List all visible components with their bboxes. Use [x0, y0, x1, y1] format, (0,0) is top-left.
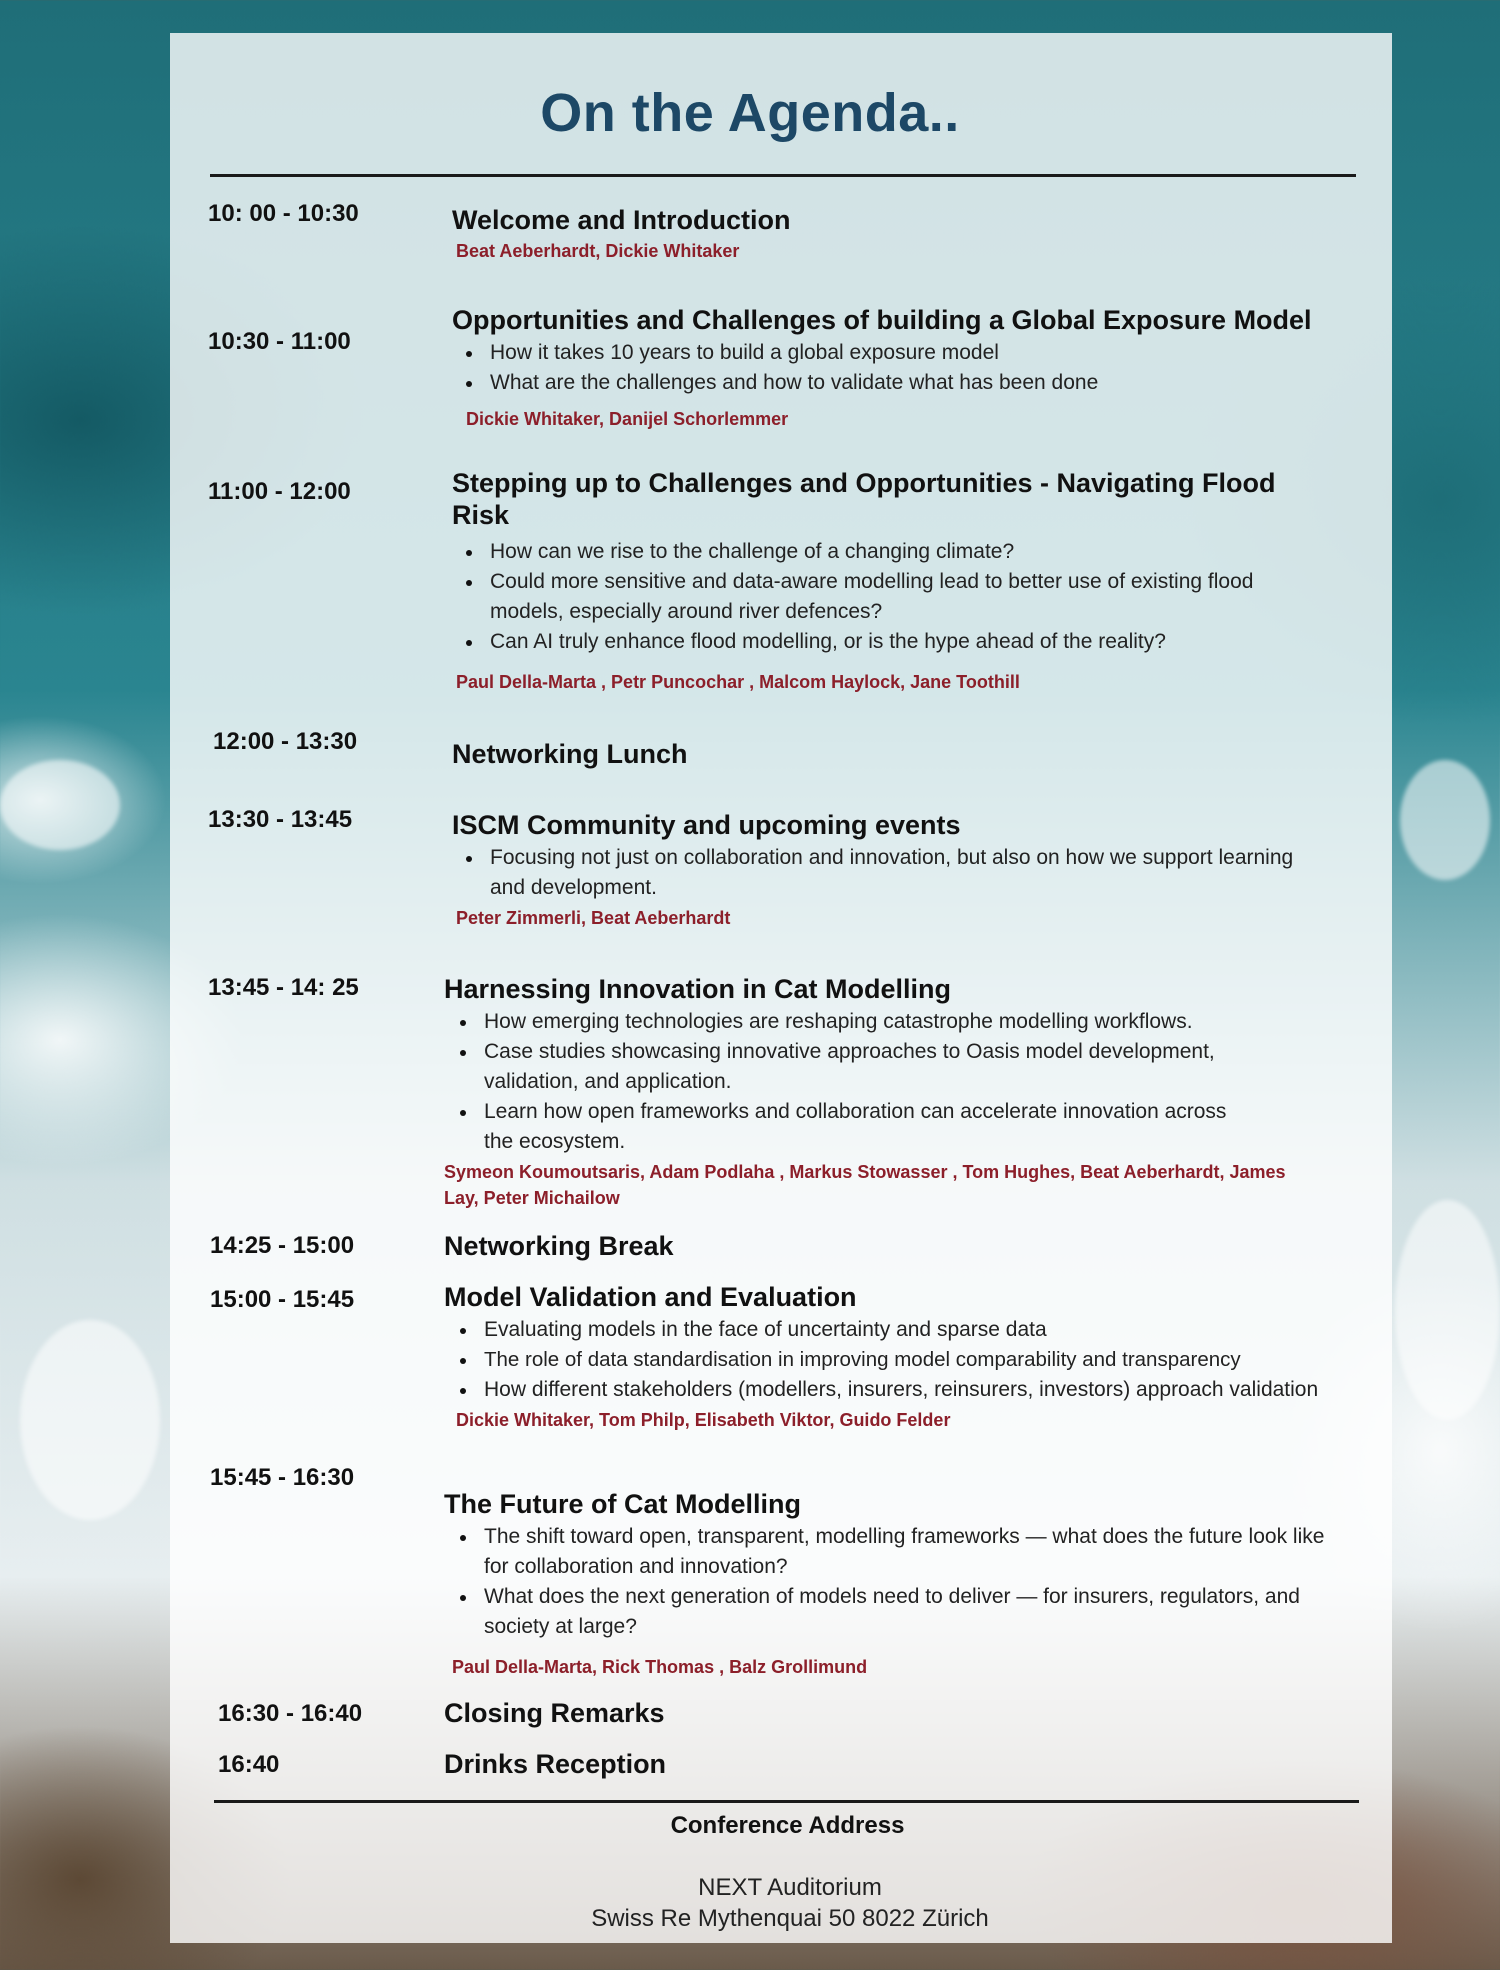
- bullet-list: [444, 1315, 1374, 1405]
- speakers: Dickie Whitaker, Danijel Schorlemmer: [466, 409, 789, 429]
- time-slot: 10: 00 - 10:30: [208, 200, 359, 227]
- speakers: Paul Della-Marta , Petr Puncochar , Malcom Haylock, Jane Toothill: [456, 672, 1020, 692]
- session-title: Closing Remarks: [444, 1698, 665, 1728]
- session-title: Model Validation and Evaluation: [444, 1282, 857, 1312]
- session-title: Welcome and Introduction: [452, 205, 791, 235]
- agenda-item: [444, 973, 1324, 1211]
- time-slot: 10:30 - 11:00: [208, 328, 351, 355]
- agenda-item: [444, 1281, 1374, 1433]
- session-title: Harnessing Innovation in Cat Modelling: [444, 974, 952, 1004]
- agenda-item: [444, 1230, 1344, 1262]
- address-heading: Conference Address: [670, 1812, 905, 1839]
- time-slot: 13:45 - 14: 25: [208, 974, 359, 1001]
- background-foam: [0, 760, 120, 850]
- agenda-item: [444, 1697, 1344, 1729]
- bullet-item: How can we rise to the challenge of a changing climate?: [490, 537, 1332, 567]
- time-slot: 13:30 - 13:45: [208, 806, 353, 833]
- bullet-list: [444, 1522, 1364, 1642]
- time-slot: 16:40: [218, 1751, 280, 1778]
- address-divider: [214, 1800, 1359, 1803]
- agenda-item: [444, 1748, 1344, 1780]
- bullet-item: The shift toward open, transparent, modelling frameworks — what does the future look like for collaboration and innovation?: [484, 1522, 1364, 1582]
- bullet-item: Focusing not just on collaboration and innovation, but also on how we support learning and development.: [490, 843, 1342, 903]
- bullet-item: What are the challenges and how to validate what has been done: [490, 368, 1362, 398]
- bullet-item: What does the next generation of models need to deliver — for insurers, regulators, and society at large?: [484, 1582, 1364, 1642]
- agenda-item: [444, 1488, 1364, 1680]
- speakers: Peter Zimmerli, Beat Aeberhardt: [456, 908, 731, 928]
- speakers: Symeon Koumoutsaris, Adam Podlaha , Markus Stowasser , Tom Hughes, Beat Aeberhardt, James Lay, Peter Michailow: [444, 1162, 1286, 1208]
- session-title: Opportunities and Challenges of building a Global Exposure Model: [452, 305, 1312, 335]
- session-title: Networking Break: [444, 1231, 674, 1261]
- background-foam: [1400, 760, 1490, 880]
- time-slot: 16:30 - 16:40: [218, 1700, 363, 1727]
- bullet-list: [452, 843, 1342, 903]
- agenda-item: [452, 467, 1332, 695]
- bullet-list: [444, 1007, 1324, 1157]
- session-title: Stepping up to Challenges and Opportunities - Navigating Flood Risk: [452, 468, 1276, 530]
- time-slot: 11:00 - 12:00: [208, 478, 351, 505]
- bullet-list: [452, 537, 1332, 657]
- agenda-item: [452, 204, 1352, 264]
- bullet-item: Learn how open frameworks and collaboration can accelerate innovation across the ecosystem.: [484, 1097, 1324, 1157]
- bullet-item: How different stakeholders (modellers, insurers, reinsurers, investors) approach validation: [484, 1375, 1374, 1405]
- bullet-item: Could more sensitive and data-aware modelling lead to better use of existing flood models, especially around river defences?: [490, 567, 1332, 627]
- speakers: Paul Della-Marta, Rick Thomas , Balz Grollimund: [452, 1657, 868, 1677]
- address-street: Swiss Re Mythenquai 50 8022 Zürich: [591, 1905, 989, 1932]
- session-title: The Future of Cat Modelling: [444, 1489, 801, 1519]
- time-slot: 12:00 - 13:30: [213, 728, 358, 755]
- agenda-item: [452, 738, 1352, 770]
- page-title: On the Agenda..: [540, 83, 960, 143]
- speakers: Beat Aeberhardt, Dickie Whitaker: [456, 241, 740, 261]
- bullet-item: The role of data standardisation in improving model comparability and transparency: [484, 1345, 1374, 1375]
- bullet-item: Case studies showcasing innovative approaches to Oasis model development, validation, and application.: [484, 1037, 1324, 1097]
- time-slot: 15:45 - 16:30: [210, 1464, 355, 1491]
- address-venue: NEXT Auditorium: [698, 1874, 882, 1901]
- bullet-item: How emerging technologies are reshaping catastrophe modelling workflows.: [484, 1007, 1324, 1037]
- background-foam: [1395, 1200, 1500, 1420]
- session-title: Drinks Reception: [444, 1749, 667, 1779]
- session-title: Networking Lunch: [452, 739, 688, 769]
- speakers: Dickie Whitaker, Tom Philp, Elisabeth Viktor, Guido Felder: [456, 1410, 951, 1430]
- bullet-item: Can AI truly enhance flood modelling, or is the hype ahead of the reality?: [490, 627, 1332, 657]
- title-divider: [210, 174, 1356, 177]
- bullet-item: How it takes 10 years to build a global exposure model: [490, 338, 1362, 368]
- agenda-item: [452, 809, 1342, 931]
- session-title: ISCM Community and upcoming events: [452, 810, 961, 840]
- agenda-item: [452, 304, 1362, 432]
- background-foam: [20, 1320, 160, 1520]
- bullet-item: Evaluating models in the face of uncertainty and sparse data: [484, 1315, 1374, 1345]
- time-slot: 14:25 - 15:00: [210, 1232, 355, 1259]
- bullet-list: [452, 338, 1362, 398]
- time-slot: 15:00 - 15:45: [210, 1286, 355, 1313]
